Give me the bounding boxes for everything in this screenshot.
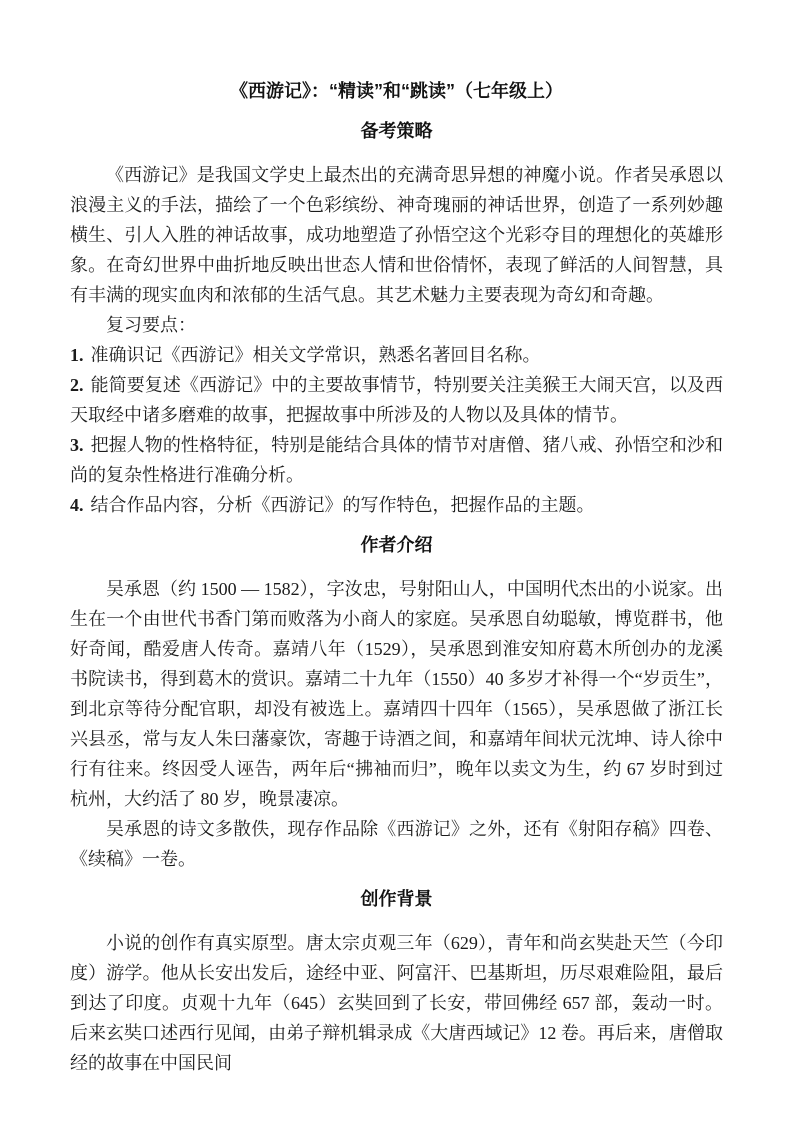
document-title-text: 《西游记》：“精读”和“跳读”（七年级上） (230, 81, 563, 101)
section-heading-creation-background: 创作背景 (360, 889, 433, 909)
list-marker-2: 2. (70, 375, 84, 395)
paragraph-strategy-overview: 《西游记》是我国文学史上最杰出的充满奇思异想的神魔小说。作者吴承恩以浪漫主义的手法，描绘了一个色彩缤纷、神奇瑰丽的神话世界，创造了一系列妙趣横生、引人入胜的神话故事，成功地塑造了孙悟空这个光彩夺目的理想化的英雄形象。在奇幻世界中曲折地反映出世态人情和世俗情怀，表现了鲜活的人间智慧，具有丰满的现实血肉和浓郁的生活气息。其艺术魅力主要表现为奇幻和奇趣。 (70, 165, 723, 305)
list-item-2-text: 能简要复述《西游记》中的主要故事情节，特别要关注美猴王大闹天宫，以及西天取经中诸多磨难的故事，把握故事中所涉及的人物以及具体的情节。 (70, 375, 723, 425)
section-heading-author-intro: 作者介绍 (360, 535, 433, 555)
list-item-1-text: 准确识记《西游记》相关文学常识，熟悉名著回目名称。 (90, 345, 541, 365)
list-item-3 (70, 430, 723, 490)
list-item-3-text: 把握人物的性格特征，特别是能结合具体的情节对唐僧、猪八戒、孙悟空和沙和尚的复杂性格进行准确分析。 (70, 435, 723, 485)
list-item-4 (70, 490, 723, 520)
document-title (70, 76, 723, 106)
paragraph-review-points-label: 复习要点： (106, 315, 196, 335)
list-marker-4: 4. (70, 495, 84, 515)
list-item-1 (70, 340, 723, 370)
list-item-4-text: 结合作品内容，分析《西游记》的写作特色，把握作品的主题。 (90, 495, 595, 515)
list-item-2 (70, 370, 723, 430)
list-marker-3: 3. (70, 435, 84, 455)
paragraph-author-works: 吴承恩的诗文多散佚，现存作品除《西游记》之外，还有《射阳存稿》四卷、《续稿》一卷。 (70, 819, 723, 869)
list-marker-1: 1. (70, 345, 84, 365)
section-heading-exam-strategy: 备考策略 (360, 121, 433, 141)
paragraph-creation-background: 小说的创作有真实原型。唐太宗贞观三年（629），青年和尚玄奘赴天竺（今印度）游学。他从长安出发后，途经中亚、阿富汗、巴基斯坦，历尽艰难险阻，最后到达了印度。贞观十九年（645）玄奘回到了长安，带回佛经 657 部，轰动一时。后来玄奘口述西行见闻，由弟子辩机辑录成《大唐西域记》12 卷。再后来，唐僧取经的故事在中国民间 (70, 933, 723, 1073)
paragraph-author-biography: 吴承恩（约 1500 — 1582），字汝忠，号射阳山人，中国明代杰出的小说家。出生在一个由世代书香门第而败落为小商人的家庭。吴承恩自幼聪敏，博览群书，他好奇闻，酷爱唐人传奇。嘉靖八年（1529），吴承恩到淮安知府葛木所创办的龙溪书院读书，得到葛木的赏识。嘉靖二十九年（1550）40 多岁才补得一个“岁贡生”，到北京等待分配官职，却没有被选上。嘉靖四十四年（1565），吴承恩做了浙江长兴县丞，常与友人朱曰藩豪饮，寄趣于诗酒之间，和嘉靖年间状元沈坤、诗人徐中行有往来。终因受人诬告，两年后“拂袖而归”，晚年以卖文为生，约 67 岁时到过杭州，大约活了 80 岁，晚景凄凉。 (70, 579, 723, 809)
